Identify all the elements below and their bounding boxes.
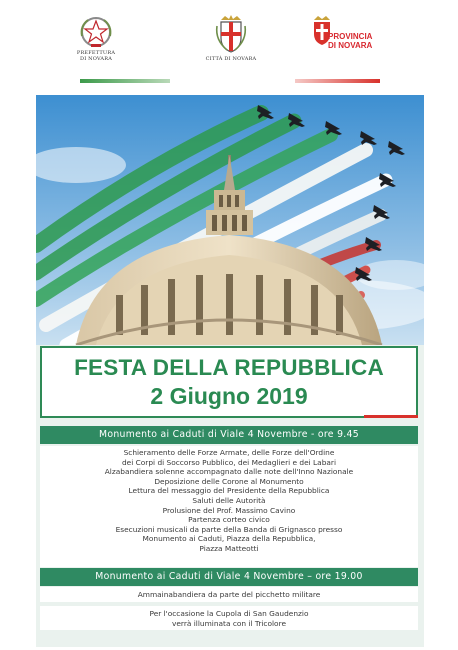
event-title: FESTA DELLA REPUBBLICA — [74, 355, 384, 380]
provincia-text — [328, 32, 372, 50]
section2-body — [40, 587, 418, 602]
hero-image — [36, 95, 424, 345]
list-item: Piazza Matteotti — [199, 543, 259, 553]
header-logos — [0, 0, 458, 80]
program-list — [40, 446, 418, 554]
list-item: Saluti delle Autorità — [192, 495, 266, 505]
citta-logo — [200, 14, 262, 62]
list-item: Deposizione delle Corone al Monumento — [154, 476, 304, 486]
italian-emblem-icon — [76, 14, 116, 50]
list-item: Alzabandiera solenne accompagnato dalle note dell'Inno Nazionale — [104, 467, 354, 477]
frecce-tricolori-illustration — [36, 95, 424, 345]
provincia-line-1: PROVINCIA — [328, 32, 373, 41]
city-shield-icon — [213, 14, 249, 54]
section1-header: Monumento ai Caduti di Viale 4 Novembre - ore 9.45 — [40, 426, 418, 444]
tricolor-bar-left — [80, 79, 170, 83]
list-item: Schieramento delle Forze Armate, delle Forze dell'Ordine — [123, 448, 335, 457]
section1-body — [40, 446, 418, 567]
tricolor-bar-right — [295, 79, 380, 83]
list-item: Monumento ai Caduti, Piazza della Repubblica, — [142, 534, 316, 544]
prefettura-logo — [66, 14, 126, 62]
title-red-accent — [364, 415, 418, 418]
section2-item: Ammainabandiera da parte del picchetto militare — [137, 590, 321, 599]
list-item: Esecuzioni musicali da parte della Banda di Grignasco presso — [115, 524, 343, 534]
list-item: dei Corpi di Soccorso Pubblico, dei Medaglieri e dei Labari — [121, 457, 337, 467]
prefettura-caption-2: DI NOVARA — [79, 56, 113, 62]
note-line-2: verrà illuminata con il Tricolore — [171, 618, 286, 628]
list-item: Lettura del messaggio del Presidente della Repubblica — [128, 486, 330, 496]
prefettura-caption-1: PREFETTURA — [76, 50, 116, 56]
section2-header: Monumento ai Caduti di Viale 4 Novembre – ore 19.00 — [40, 568, 418, 586]
citta-caption: CITTÀ DI NOVARA — [205, 56, 257, 62]
event-date: 2 Giugno 2019 — [150, 383, 308, 409]
title-box — [40, 346, 418, 418]
note-line-1: Per l'occasione la Cupola di San Gaudenzio — [149, 609, 309, 618]
list-item: Prolusione del Prof. Massimo Cavino — [162, 505, 296, 515]
provincia-line-2: DI NOVARA — [328, 41, 373, 50]
note-box — [40, 606, 418, 630]
list-item: Partenza corteo civico — [188, 515, 270, 525]
